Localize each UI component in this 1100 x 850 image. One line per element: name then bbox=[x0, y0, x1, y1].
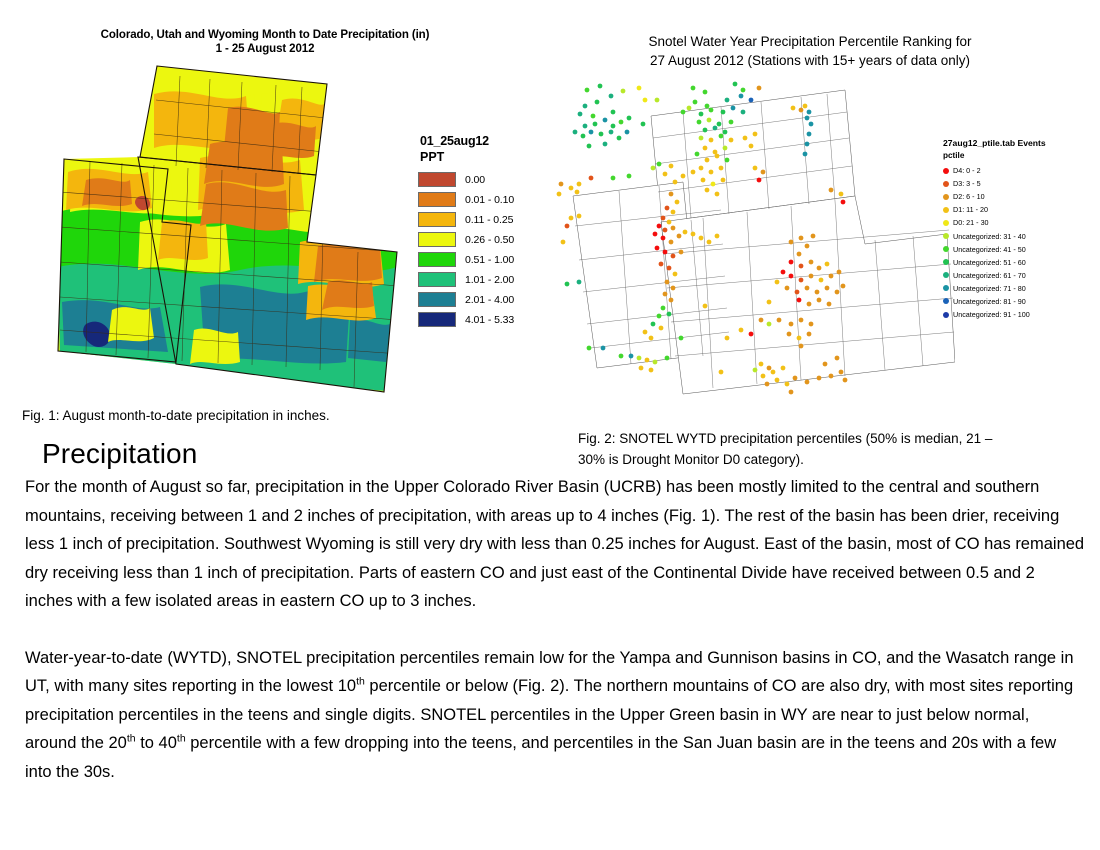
ordinal-suffix-2: th bbox=[126, 732, 136, 745]
legend-color-dot bbox=[943, 220, 949, 226]
legend-item-label: Uncategorized: 31 - 40 bbox=[953, 231, 1026, 241]
section-heading: Precipitation bbox=[42, 438, 198, 469]
figure-1-legend bbox=[418, 134, 553, 330]
legend-color-dot bbox=[943, 285, 949, 291]
legend-color-dot bbox=[943, 194, 949, 200]
figure-2 bbox=[555, 28, 1100, 423]
legend-color-dot bbox=[943, 181, 949, 187]
legend-color-swatch bbox=[418, 292, 456, 307]
legend-title: 27aug12_ptile.tab Events bbox=[943, 138, 1046, 148]
legend-item-label: D1: 11 - 20 bbox=[953, 205, 989, 215]
legend-item bbox=[943, 256, 1100, 269]
legend-item bbox=[943, 282, 1100, 295]
figure-2-title bbox=[600, 32, 1020, 70]
legend-subtitle: pctile bbox=[943, 151, 965, 160]
legend-color-dot bbox=[943, 312, 949, 318]
legend-item-label: 0.26 - 0.50 bbox=[465, 233, 515, 246]
legend-item bbox=[418, 310, 553, 329]
figure-2-caption: Fig. 2: SNOTEL WYTD precipitation percentiles (50% is median, 21 – 30% is Drought Monitor D0 category). bbox=[578, 431, 993, 467]
legend-color-dot bbox=[943, 298, 949, 304]
legend-item-label: 1.01 - 2.00 bbox=[465, 273, 515, 286]
ordinal-suffix-3: th bbox=[176, 732, 186, 745]
figure-1-title bbox=[65, 28, 465, 56]
ordinal-suffix-1: th bbox=[356, 675, 365, 688]
legend-color-swatch bbox=[418, 172, 456, 187]
paragraph-1: For the month of August so far, precipitation in the Upper Colorado River Basin (UCRB) has been mostly limited to the central and southern mountains, receiving between 1 and 2 inches of precipitation, with areas up to 4 inches (Fig. 1). The rest of the basin has been drier, receiving less 1 inch of precipitation. Southwest Wyoming is still very dry with less than 0.25 inches for August. East of the basin, most of CO has remained dry receiving less than 1 inch of precipitation. Parts of eastern CO and just east of the Continental Divide have received between 0.5 and 2 inches with a few isolated areas in eastern CO up to 3 inches. bbox=[25, 478, 1085, 610]
legend-item-label: Uncategorized: 81 - 90 bbox=[953, 296, 1026, 306]
figure-2-legend bbox=[943, 138, 1100, 321]
snotel-percentile-map bbox=[555, 76, 955, 421]
precip-contours bbox=[50, 62, 410, 412]
legend-color-swatch bbox=[418, 192, 456, 207]
figure-2-title-line-2: 27 August 2012 (Stations with 15+ years of data only) bbox=[649, 53, 971, 68]
legend-item bbox=[943, 190, 1100, 203]
legend-item bbox=[943, 295, 1100, 308]
legend-item bbox=[418, 270, 553, 289]
legend-item-label: Uncategorized: 61 - 70 bbox=[953, 270, 1026, 280]
legend-item bbox=[418, 230, 553, 249]
paragraph-2-part-d: percentile with a few dropping into the teens, and percentiles in the San Juan basin are in the teens and 20s with a few into the 30s. bbox=[25, 734, 1057, 781]
legend-item-label: D2: 6 - 10 bbox=[953, 192, 985, 202]
figure-1-title-line-2: 1 - 25 August 2012 bbox=[215, 43, 315, 55]
figure-1-caption: Fig. 1: August month-to-date precipitation in inches. bbox=[22, 408, 330, 423]
legend-item bbox=[943, 203, 1100, 216]
snotel-map-svg bbox=[555, 76, 955, 421]
legend-item-label: 0.01 - 0.10 bbox=[465, 193, 515, 206]
legend-item bbox=[943, 229, 1100, 242]
legend-color-swatch bbox=[418, 252, 456, 267]
legend-item-label: 0.00 bbox=[465, 173, 486, 186]
legend-item bbox=[943, 269, 1100, 282]
figure-1 bbox=[20, 22, 550, 412]
legend-item-label: D0: 21 - 30 bbox=[953, 218, 989, 228]
legend-color-dot bbox=[943, 259, 949, 265]
article-body bbox=[25, 473, 1085, 786]
legend-color-dot bbox=[943, 272, 949, 278]
paragraph-2-part-a: Water-year-to-date (WYTD), SNOTEL precipitation percentiles remain low for the Yampa and Gunnison basins in CO, and the Wasatch range in UT, with many sites reporting in the lowest 10 bbox=[25, 648, 1074, 695]
figure-1-title-line-1: Colorado, Utah and Wyoming Month to Date Precipitation (in) bbox=[100, 29, 430, 41]
legend-item-label: 2.01 - 4.00 bbox=[465, 293, 515, 306]
legend-item bbox=[943, 177, 1100, 190]
legend-item bbox=[943, 243, 1100, 256]
legend-color-swatch bbox=[418, 232, 456, 247]
legend-color-dot bbox=[943, 246, 949, 252]
legend-subtitle: PPT bbox=[420, 150, 445, 164]
legend-item bbox=[943, 308, 1100, 321]
legend-item bbox=[943, 216, 1100, 229]
legend-item bbox=[418, 190, 553, 209]
legend-color-swatch bbox=[418, 212, 456, 227]
legend-item-label: D3: 3 - 5 bbox=[953, 179, 981, 189]
precipitation-map bbox=[50, 62, 410, 412]
legend-item-label: 0.51 - 1.00 bbox=[465, 253, 515, 266]
legend-item bbox=[418, 170, 553, 189]
legend-item bbox=[418, 250, 553, 269]
legend-item-label: Uncategorized: 41 - 50 bbox=[953, 244, 1026, 254]
legend-title: 01_25aug12 bbox=[420, 134, 489, 148]
legend-color-dot bbox=[943, 168, 949, 174]
legend-item bbox=[943, 164, 1100, 177]
legend-color-swatch bbox=[418, 272, 456, 287]
legend-color-dot bbox=[943, 233, 949, 239]
legend-item-label: 0.11 - 0.25 bbox=[465, 213, 514, 226]
paragraph-2-part-c: to 40 bbox=[135, 734, 177, 752]
legend-item-label: Uncategorized: 71 - 80 bbox=[953, 283, 1026, 293]
figure-2-title-line-1: Snotel Water Year Precipitation Percentile Ranking for bbox=[648, 34, 972, 49]
paragraph-2 bbox=[25, 644, 1085, 787]
legend-item-label: 4.01 - 5.33 bbox=[465, 313, 515, 326]
legend-item-label: Uncategorized: 51 - 60 bbox=[953, 257, 1026, 267]
legend-item-list bbox=[418, 170, 553, 329]
precipitation-map-svg bbox=[50, 62, 410, 412]
legend-color-swatch bbox=[418, 312, 456, 327]
legend-color-dot bbox=[943, 207, 949, 213]
legend-item-label: D4: 0 - 2 bbox=[953, 166, 981, 176]
legend-item-list bbox=[943, 164, 1100, 321]
legend-item bbox=[418, 210, 553, 229]
legend-item-label: Uncategorized: 91 - 100 bbox=[953, 310, 1030, 320]
paragraph-2-part-b: percentile or below (Fig. 2). The northern mountains of CO are also dry, with most sites reporting precipitation percentiles in the teens and single digits. SNOTEL percentiles in the Upper Green basin in WY are near to just below normal, around the 20 bbox=[25, 677, 1074, 752]
legend-item bbox=[418, 290, 553, 309]
